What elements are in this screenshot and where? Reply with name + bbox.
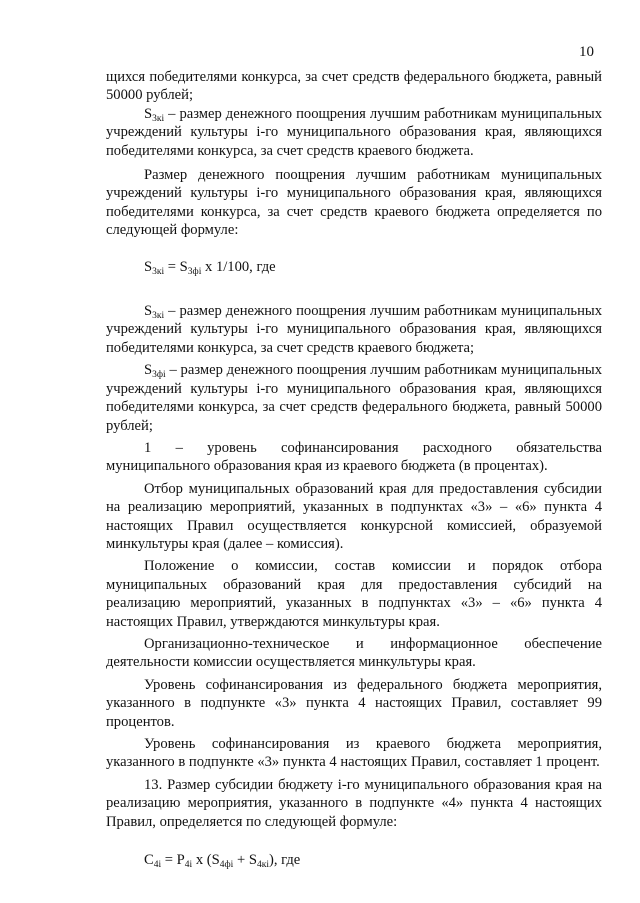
formula-term: ), где [268, 852, 301, 869]
paragraph-text: – размер денежного поощрения лучшим работникам муниципальных учреждений культуры і-го муниципального образования края, являющихся победителями конкурса, за счет средств федерального бюджета, равный 50000 рублей; [106, 362, 602, 434]
variable-subscript: 3кі [152, 311, 165, 322]
paragraph-formula-intro: Размер денежного поощрения лучшим работникам муниципальных учреждений культуры і-го муниципального образования края, являющихся победителями конкурса, за счет средств краевого бюджета определяется по следующей формуле: [106, 167, 602, 239]
page-number: 10 [579, 44, 594, 60]
paragraph-text: – размер денежного поощрения лучшим работникам муниципальных учреждений культуры і-го муниципального образования края, являющихся победителями конкурса, за счет средств краевого бюджета; [106, 303, 602, 356]
formula-subscript: 4і [184, 860, 193, 871]
paragraph-selection: Отбор муниципальных образований края для предоставления субсидии на реализацию мероприятий, указанных в подпунктах «3» – «6» пункта 4 настоящих Правил осуществляется конкурсной комиссией, образуемой минкультуры края (далее – комиссия). [106, 480, 602, 552]
paragraph-text: – размер денежного поощрения лучшим работникам муниципальных учреждений культуры і-го муниципального образования края, являющихся победителями конкурса, за счет средств краевого бюджета. [106, 105, 602, 159]
formula-subscript: 3кі [152, 266, 165, 277]
variable-subscript: 3кі [152, 113, 165, 124]
formula-subscript: 4кі [256, 860, 269, 871]
formula-term: С [144, 852, 154, 869]
formula-term: х (S [192, 852, 220, 869]
paragraph-regional-level: Уровень софинансирования из краевого бюджета мероприятия, указанного в подпункте «3» пункта 4 настоящих Правил, составляет 1 процент. [106, 736, 602, 771]
paragraph-s3ki-explanation [106, 302, 602, 357]
formula-term: + S [233, 852, 257, 869]
variable-symbol: S [144, 303, 153, 320]
paragraph-support: Организационно-техническое и информационное обеспечение деятельности комиссии осуществляется минкультуры края. [106, 635, 602, 671]
paragraph-cofinancing-level: 1 – уровень софинансирования расходного обязательства муниципального образования края из краевого бюджета (в процентах). [106, 439, 602, 475]
paragraph-federal-level: Уровень софинансирования из федерального бюджета мероприятия, указанного в подпункте «3» пункта 4 настоящих Правил, составляет 99 процентов. [106, 676, 602, 730]
paragraph-commission: Положение о комиссии, состав комиссии и порядок отбора муниципальных образований края для предоставления субсидий на реализацию мероприятий, указанных в подпунктах «3» – «6» пункта 4 настоящих Правил, утверждаются минкультуры края. [106, 558, 602, 630]
formula-subscript: 3фі [187, 266, 202, 277]
document-body [106, 68, 602, 869]
paragraph-item-13: 13. Размер субсидии бюджету і-го муниципального образования края на реализацию мероприятия, указанного в подпункте «4» пункта 4 настоящих Правил, определяется по следующей формуле: [106, 776, 602, 830]
formula-subscript: 4фі [219, 860, 234, 871]
formula-term: = Р [161, 852, 185, 869]
formula-term: х 1/100, где [201, 258, 276, 275]
paragraph-continuation: щихся победителями конкурса, за счет средств федерального бюджета, равный 50000 рублей; [106, 69, 602, 104]
formula-c4i [106, 851, 602, 869]
formula-term: S [144, 258, 153, 275]
formula-term: = S [164, 258, 188, 275]
variable-symbol: S [144, 105, 153, 122]
paragraph-s3ki-definition [106, 105, 602, 160]
variable-symbol: S [144, 362, 153, 379]
formula-s3ki [106, 258, 602, 276]
formula-subscript: 4і [153, 860, 162, 871]
variable-subscript: 3фі [152, 370, 166, 381]
paragraph-s3fi-explanation [106, 361, 602, 435]
